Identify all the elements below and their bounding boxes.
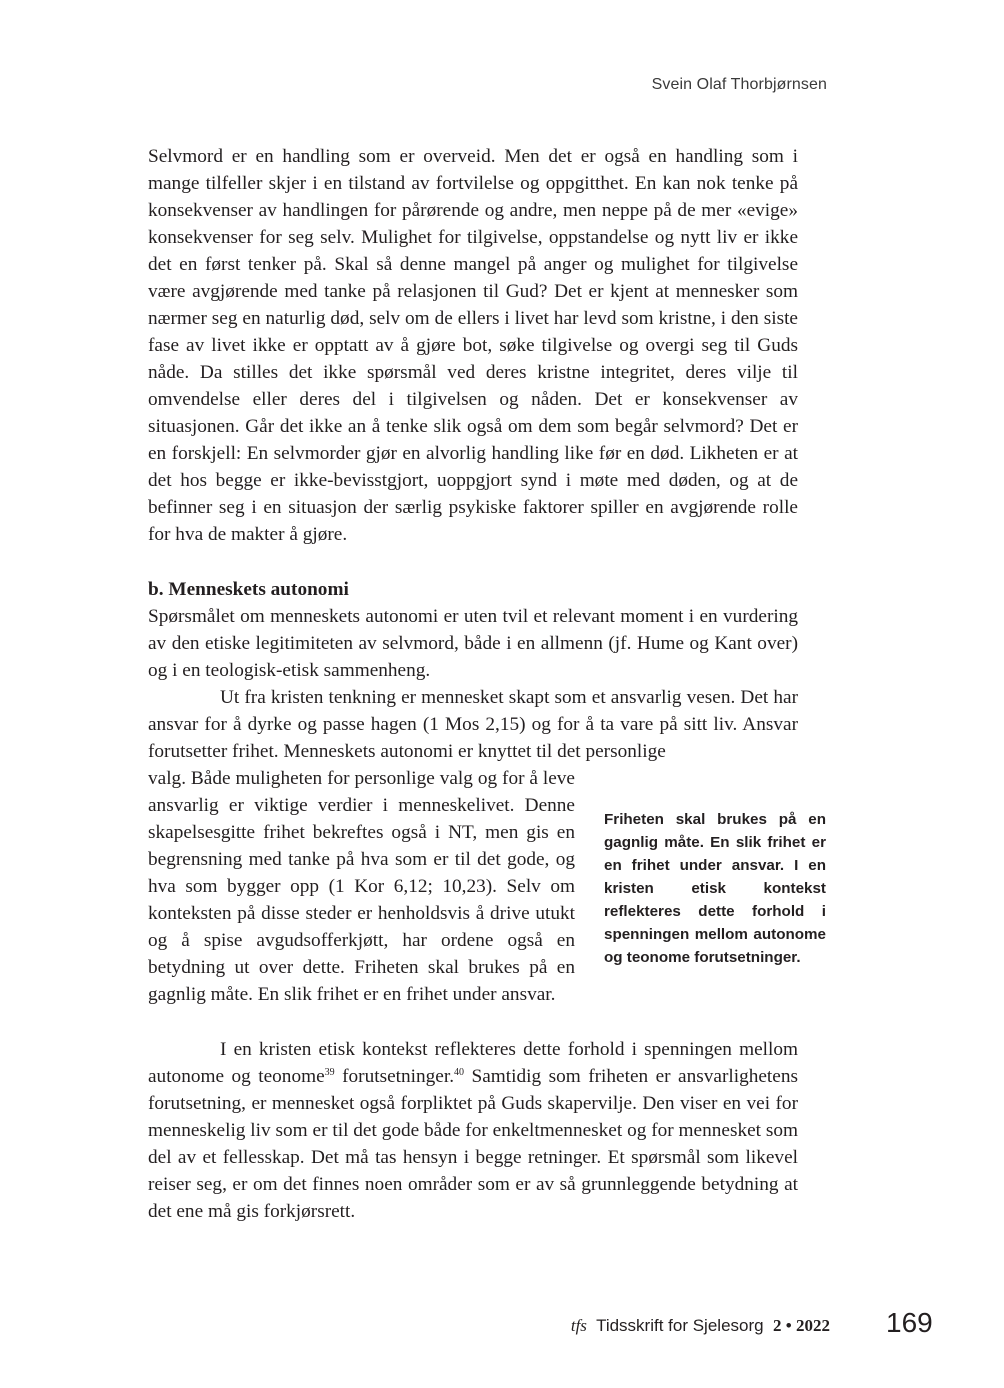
body-paragraph-5 xyxy=(148,1036,798,1225)
paragraph-5-text-c: Samtidig som friheten er ansvarlighetens forutsetning, er mennesket også forpliktet på Guds skapervilje. Den viser en vei for menneskelig liv som er til det gode både for enkeltmennesket og for mennesket som del av et fellesskap. Det må tas hensyn i begge retninger. Et spørsmål som likevel reiser seg, er om det finnes noen områder som er av så grunnleggende betydning at det ene må gis forkjørsrett. xyxy=(148,1066,798,1222)
body-paragraph-3: Ut fra kristen tenkning er mennesket skapt som et ansvarlig vesen. Det har ansvar for å dyrke og passe hagen (1 Mos 2,15) og for å ta vare på sitt liv. Ansvar forutsetter frihet. Menneskets autonomi er knyttet til det personlige xyxy=(148,687,798,762)
pull-quote: Friheten skal brukes på en gagnlig måte. En slik frihet er en frihet under ansvar. I en kristen etisk kontekst reflekteres dette forhold i spenningen mellom autonome og teonome forutsetninger. xyxy=(604,811,826,966)
running-header-author: Svein Olaf Thorbjørnsen xyxy=(651,76,827,93)
footnote-ref-39[interactable]: 39 xyxy=(324,1067,335,1078)
paragraph-5-text-a: I en kristen etisk kontekst reflekteres dette forhold i spenningen mellom autonome og teonome xyxy=(148,1039,798,1087)
page-number: 169 xyxy=(886,1307,933,1338)
footer-journal xyxy=(548,1316,830,1336)
journal-name: Tidsskrift for Sjelesorg xyxy=(596,1316,764,1335)
footnote-ref-40[interactable]: 40 xyxy=(454,1067,465,1078)
body-paragraph-2: Spørsmålet om menneskets autonomi er uten tvil et relevant moment i en vurdering av den etiske legitimiteten av selvmord, både i en allmenn (jf. Hume og Kant over) og i en teologisk-etisk sammenheng. xyxy=(148,606,798,681)
journal-issue: 2 • 2022 xyxy=(773,1316,830,1335)
paragraph-5-text-b: forutsetninger. xyxy=(334,1066,455,1087)
section-heading: b. Menneskets autonomi xyxy=(148,579,349,600)
journal-abbr: tfs xyxy=(570,1316,587,1335)
body-paragraph-1: Selvmord er en handling som er overveid. Men det er også en handling som i mange tilfeller skjer i en tilstand av fortvilelse og oppgitthet. En kan nok tenke på konsekvenser av handlingen for pårørende og andre, men neppe på de mer «evige» konsekvenser for seg selv. Mulighet for tilgivelse, oppstandelse og nytt liv er ikke det en først tenker på. Skal så denne mangel på anger og mulighet for tilgivelse være avgjørende med tanke på relasjonen til Gud? Det er kjent at mennesker som nærmer seg en naturlig død, selv om de ellers i livet har levd som kristne, i den siste fase av livet ikke er opptatt av å gjøre bot, søke tilgivelse og overgi seg til Guds nåde. Da stilles det ikke spørsmål ved deres kristne integritet, deres vilje til omvendelse eller deres del i tilgivelsen og nåden. Det er konsekvenser av situasjonen. Går det ikke an å tenke slik også om dem som begår selvmord? Det er en forskjell: En selvmorder gjør en alvorlig handling like før en død. Likheten er at det hos begge er ikke-bevisstgjort, uoppgjort synd i møte med døden, og at de befinner seg i en situasjon der særlig psykiske faktorer spiller en avgjørende rolle for hva de makter å gjøre. xyxy=(148,146,798,545)
body-paragraph-4: valg. Både muligheten for personlige valg og for å leve ansvarlig er viktige verdier i menneskelivet. Denne skapelsesgitte frihet bekreftes også i NT, men gis en begrensning med tanke på hva som er til det gode, og hva som bygger opp (1 Kor 6,12; 10,23). Selv om konteksten på disse steder er henholdsvis å drive utukt og å spise avgudsofferkjøtt, har ordene også en betydning ut over dette. Friheten skal brukes på en gagnlig måte. En slik frihet er en frihet under ansvar. xyxy=(148,768,575,1005)
